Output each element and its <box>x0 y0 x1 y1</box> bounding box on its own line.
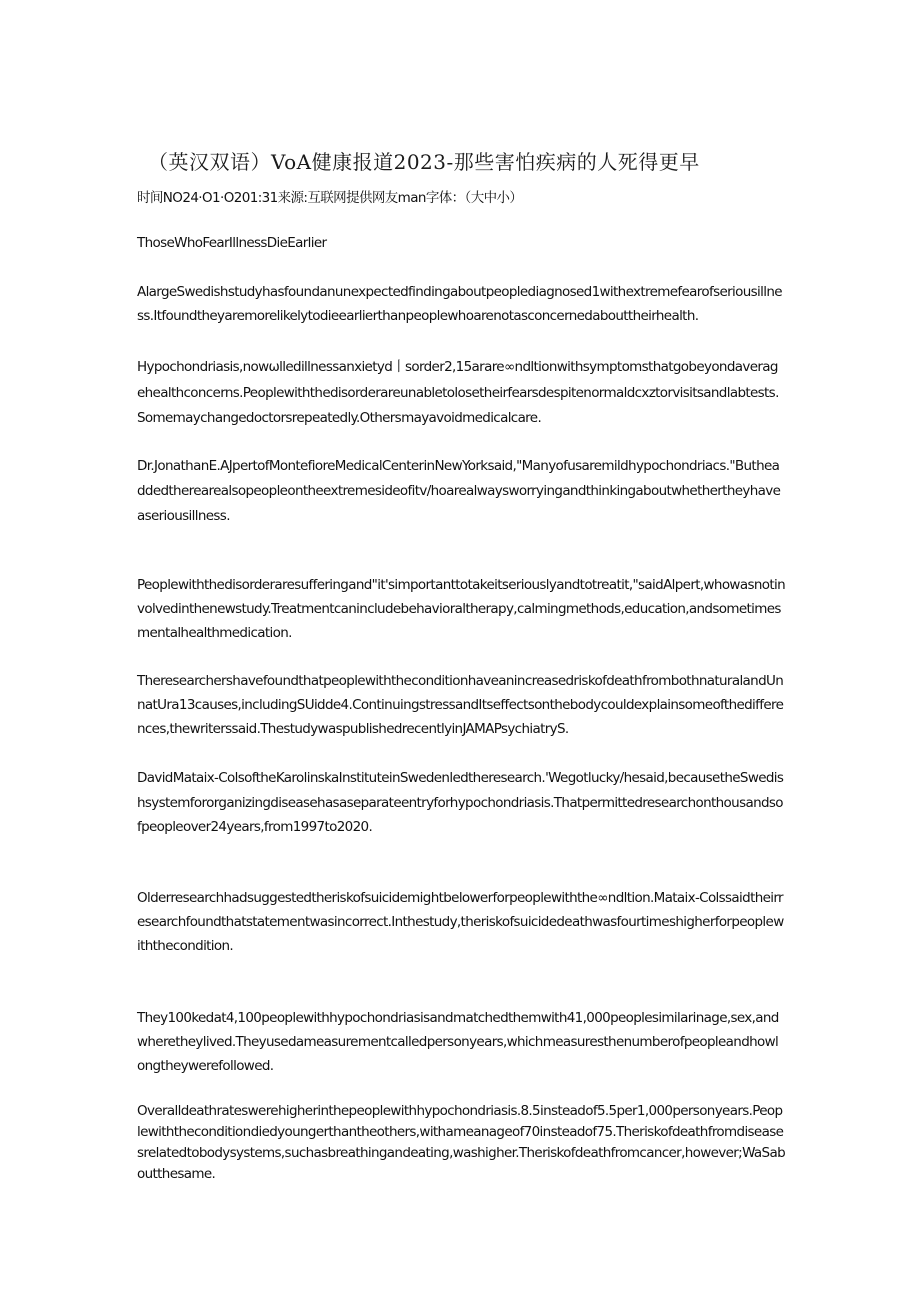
paragraph-5: TheresearchershavefoundthatpeoplewiththeconditionhaveanincreasedriskofdeathfrombothnaturalandUnnatUra13causes,includingSUidde4.ContinuingstressandItseffectsonthebodycouldexplainsomeofthedifferences,thewriterssaid.ThestudywaspublishedrecentlyinJAMAPsychiatryS. <box>137 673 784 737</box>
paragraph-9: Overalldeathrateswerehigherinthepeoplewithhypochondriasis.8.5insteadof5.5per1,000personyears.Peoplewiththeconditiondiedyoungerthantheothers,withameanageof70insteadof75.Theriskofdeathfromdiseasesrelatedtobodysystems,suchasbreathingandeating,washigher.Theriskofdeathfromcancer,however;WaSaboutthesame. <box>137 1103 785 1182</box>
paragraph-7: Olderresearchhadsuggestedtheriskofsuicidemightbelowerforpeoplewiththe∞ndltion.Mataix-Colssaidtheirresearchfoundthatstatementwasincorrect.Inthestudy,theriskofsuicidedeathwasfourtimeshigherforpeoplewiththecondition. <box>137 890 784 954</box>
paragraph-3: Dr.JonathanE.AJpertofMontefioreMedicalCenterinNewYorksaid,"Manyofusaremildhypochondriacs."Butheaddedtherearealsopeopleontheextremesideofitv/hoarealwaysworryingandthinkingaboutwhethertheyhaveaseriousillness. <box>137 458 781 524</box>
paragraph-6: DavidMataix-ColsoftheKarolinskaInstituteinSwedenledtheresearch.'Wegotlucky/hesaid,becausetheSwedishsystemfororganizingdiseasehasaseparateentryforhypochondriasis.Thatpermittedresearchonthousandsofpeopleover24years,from1997to2020. <box>137 770 784 835</box>
document-title: （英汉双语）VoA健康报道2023-那些害怕疾病的人死得更早 <box>148 150 700 174</box>
paragraph-1: AlargeSwedishstudyhasfoundanunexpectedfindingaboutpeoplediagnosed1withextremefearofseriousillness.Itfoundtheyaremorelikelytodieearlierthanpeoplewhoarenotasconcernedabouttheirhealth. <box>137 284 782 324</box>
paragraph-4: Peoplewiththedisorderaresufferingand"it'simportanttotakeitseriouslyandtotreatit,"saidAlpert,whowasnotinvolvedinthenewstudy.Treatmentcanincludebehavioraltherapy,calmingmethods,education,andsometimesmentalhealthmedication. <box>137 577 785 641</box>
article-meta: 时间NO24·O1·O201:31来源:互联网提供网友man字体：（大中小） <box>137 190 523 206</box>
paragraph-8: They100kedat4,100peoplewithhypochondriasisandmatchedthemwith41,000peoplesimilarinage,sex,andwheretheylived.Theyusedameasurementcalledpersonyears,whichmeasuresthenumberofpeopleandhowlongtheywerefollowed. <box>137 1010 779 1074</box>
paragraph-2: Hypochondriasis,nowωlledillnessanxietyd丨sorder2,15arare∞ndltionwithsymptomsthatgobeyondaveragehealthconcerns.Peoplewiththedisorderareunabletolosetheirfearsdespitenormaldcxztorvisitsandlabtests.Somemaychangedoctorsrepeatedly.Othersmayavoidmedicalcare. <box>137 359 779 426</box>
article-heading: ThoseWhoFearIllnessDieEarlier <box>137 235 327 251</box>
